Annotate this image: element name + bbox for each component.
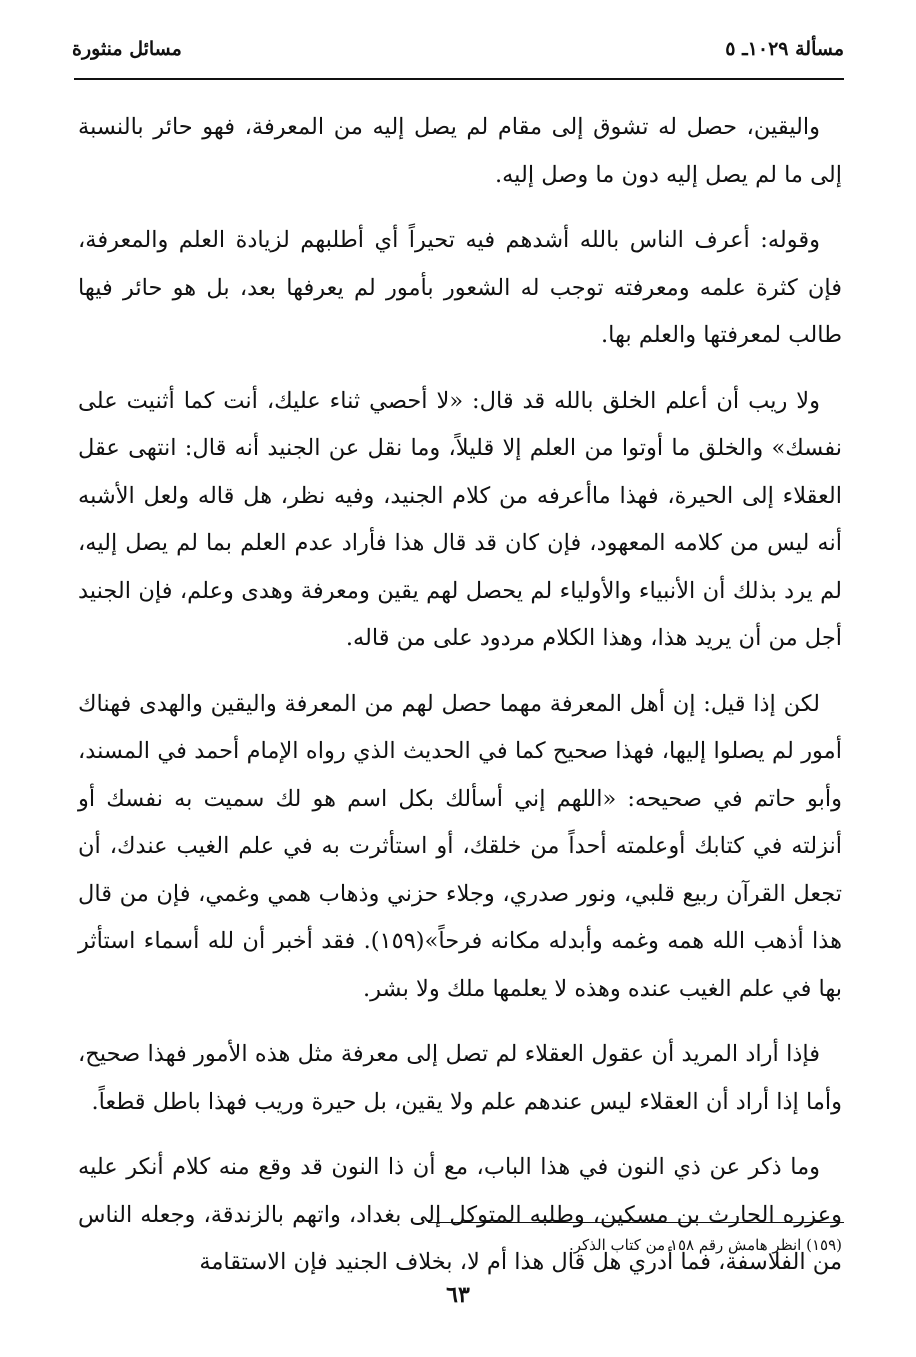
footnote-divider bbox=[428, 1222, 844, 1223]
paragraph-3: ولا ريب أن أعلم الخلق بالله قد قال: «لا أحصي ثناء عليك، أنت كما أثنيت على نفسك» والخلق ما أوتوا من العلم إلا قليلاً، وما نقل عن الجنيد أنه قال: انتهى عقل العقلاء إلى الحيرة، فهذا ماأعرفه من كلام الجنيد، وفيه نظر، هل قاله ولعل الأشبه أنه ليس من كلامه المعهود، فإن كان قد قال هذا فأراد عدم العلم بما لم يصل إليه، لم يرد بذلك أن الأنبياء والأولياء لم يحصل لهم يقين ومعرفة وهدى وعلم، فإن الجنيد أجل من أن يريد هذا، وهذا الكلام مردود على من قاله. bbox=[78, 387, 842, 651]
header-book-section: مسائل منثورة bbox=[72, 38, 182, 60]
paragraph-5: فإذا أراد المريد أن عقول العقلاء لم تصل إلى معرفة مثل هذه الأمور فهذا صحيح، وأما إذا أراد أن العقلاء ليس عندهم علم ولا يقين، بل حيرة وريب فهذا باطل قطعاً. bbox=[78, 1041, 842, 1115]
paragraph-1: واليقين، حصل له تشوق إلى مقام لم يصل إليه من المعرفة، فهو حائر بالنسبة إلى ما لم يصل إليه دون ما وصل إليه. bbox=[78, 114, 842, 188]
paragraph-2: وقوله: أعرف الناس بالله أشدهم فيه تحيراً أي أطلبهم لزيادة العلم والمعرفة، فإن كثرة علمه ومعرفته توجب له الشعور بأمور لم يعرفها بعد، بل هو حائر فيها طالب لمعرفتها والعلم بها. bbox=[78, 227, 842, 348]
footnote: (١٥٩) انظر هامش رقم ١٥٨ من كتاب الذكر. bbox=[568, 1236, 842, 1254]
header-issue-number: مسألة ١٠٢٩ـ ٥ bbox=[725, 38, 844, 60]
page-number: ٦٣ bbox=[446, 1282, 470, 1308]
main-text bbox=[78, 104, 842, 1305]
running-header bbox=[72, 38, 844, 74]
header-divider bbox=[74, 78, 844, 80]
paragraph-4: لكن إذا قيل: إن أهل المعرفة مهما حصل لهم من المعرفة واليقين والهدى فهناك أمور لم يصلوا إليها، فهذا صحيح كما في الحديث الذي رواه الإمام أحمد في المسند، وأبو حاتم في صحيحه: «اللهم إني أسألك بكل اسم هو لك سميت به نفسك أو أنزلته في كتابك أوعلمته أحداً من خلقك، أو استأثرت به في علم الغيب عندك، أن تجعل القرآن ربيع قلبي، ونور صدري، وجلاء حزني وذهاب همي وغمي، فإن من قال هذا أذهب الله همه وغمه وأبدله مكانه فرحاً»(١٥٩). فقد أخبر أن لله أسماء استأثر بها في علم الغيب عنده وهذه لا يعلمها ملك ولا بشر. bbox=[78, 690, 842, 1002]
paragraph-6: وما ذكر عن ذي النون في هذا الباب، مع أن ذا النون قد وقع منه كلام أنكر عليه وعزره الحارث بن مسكين، وطلبه المتوكل إلى بغداد، واتهم بالزندقة، وجعله الناس من الفلاسفة، فما أدري هل قال هذا أم لا، بخلاف الجنيد فإن الاستقامة bbox=[78, 1154, 842, 1275]
